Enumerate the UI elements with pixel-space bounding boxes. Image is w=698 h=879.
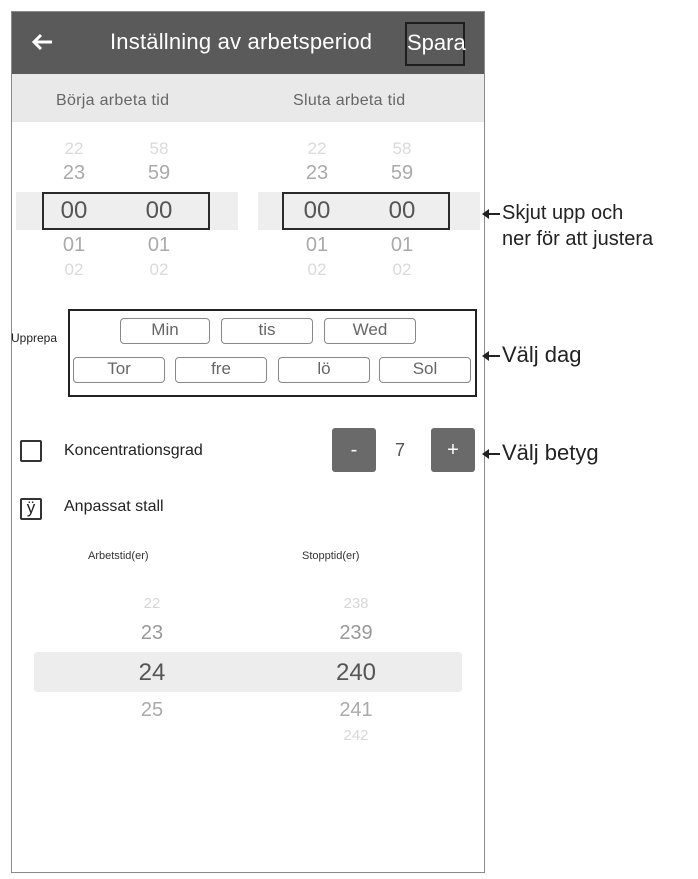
picker-value: 02 xyxy=(392,260,412,279)
annotation-adjust-line1: Skjut upp och xyxy=(502,202,624,224)
picker-selected-value: 240 xyxy=(335,659,377,686)
end-time-label: Sluta arbeta tid xyxy=(293,92,406,109)
picker-value: 02 xyxy=(307,260,327,279)
picker-value: 238 xyxy=(343,595,369,612)
picker-value: 23 xyxy=(140,622,164,644)
picker-value: 22 xyxy=(307,139,327,158)
custom-label: Anpassat stall xyxy=(64,498,164,515)
start-time-label: Börja arbeta tid xyxy=(56,92,170,109)
picker-value: 22 xyxy=(143,595,161,612)
picker-value: 58 xyxy=(392,139,412,158)
picker-value: 01 xyxy=(62,234,86,256)
concentration-label: Koncentrationsgrad xyxy=(64,442,203,459)
picker-selected-value: 00 xyxy=(145,197,173,224)
annotation-choose-day xyxy=(484,342,582,368)
arrow-left-annotation-icon xyxy=(484,453,500,455)
annotation-choose-grade-text: Välj betyg xyxy=(502,440,599,465)
annotation-choose-grade xyxy=(484,440,599,466)
picker-value: 241 xyxy=(339,699,373,721)
picker-value: 02 xyxy=(64,260,84,279)
day-button-tor[interactable]: Tor xyxy=(73,357,165,383)
increase-button[interactable]: + xyxy=(431,428,475,472)
day-button-fre[interactable]: fre xyxy=(175,357,267,383)
concentration-checkbox[interactable] xyxy=(20,440,42,462)
picker-selected-value: 00 xyxy=(60,197,88,224)
picker-value: 01 xyxy=(390,234,414,256)
picker-value: 59 xyxy=(390,162,414,184)
custom-checkbox[interactable]: ÿ xyxy=(20,498,42,520)
phone-screen xyxy=(11,11,485,873)
annotation-choose-day-text: Välj dag xyxy=(502,342,582,367)
day-button-wed[interactable]: Wed xyxy=(324,318,416,344)
day-button-lo[interactable]: lö xyxy=(278,357,370,383)
picker-value: 23 xyxy=(62,162,86,184)
picker-value: 23 xyxy=(305,162,329,184)
work-time-label: Arbetstid(er) xyxy=(88,550,149,562)
decrease-button[interactable]: - xyxy=(332,428,376,472)
picker-value: 01 xyxy=(147,234,171,256)
arrow-left-annotation-icon xyxy=(484,355,500,357)
picker-value: 22 xyxy=(64,139,84,158)
picker-value: 58 xyxy=(149,139,169,158)
concentration-value: 7 xyxy=(395,440,406,460)
picker-selected-value: 00 xyxy=(388,197,416,224)
picker-selected-value: 00 xyxy=(303,197,331,224)
day-button-min[interactable]: Min xyxy=(120,318,210,344)
day-button-tis[interactable]: tis xyxy=(221,318,313,344)
top-bar xyxy=(12,12,484,74)
picker-selected-value: 24 xyxy=(138,659,166,686)
day-button-sol[interactable]: Sol xyxy=(379,357,471,383)
save-button[interactable]: Spara xyxy=(405,22,465,66)
picker-value: 242 xyxy=(343,727,369,744)
annotation-adjust-line2: ner för att justera xyxy=(502,228,654,250)
repeat-label: Upprepa xyxy=(11,331,58,345)
stop-time-label: Stopptid(er) xyxy=(302,550,360,562)
arrow-left-annotation-icon xyxy=(484,213,500,215)
annotation-adjust xyxy=(484,202,623,225)
picker-value: 02 xyxy=(149,260,169,279)
arrow-left-icon[interactable] xyxy=(30,29,56,55)
picker-value: 59 xyxy=(147,162,171,184)
page-title: Inställning av arbetsperiod xyxy=(110,29,373,54)
picker-value: 239 xyxy=(339,622,373,644)
picker-value: 01 xyxy=(305,234,329,256)
picker-value: 25 xyxy=(140,699,164,721)
